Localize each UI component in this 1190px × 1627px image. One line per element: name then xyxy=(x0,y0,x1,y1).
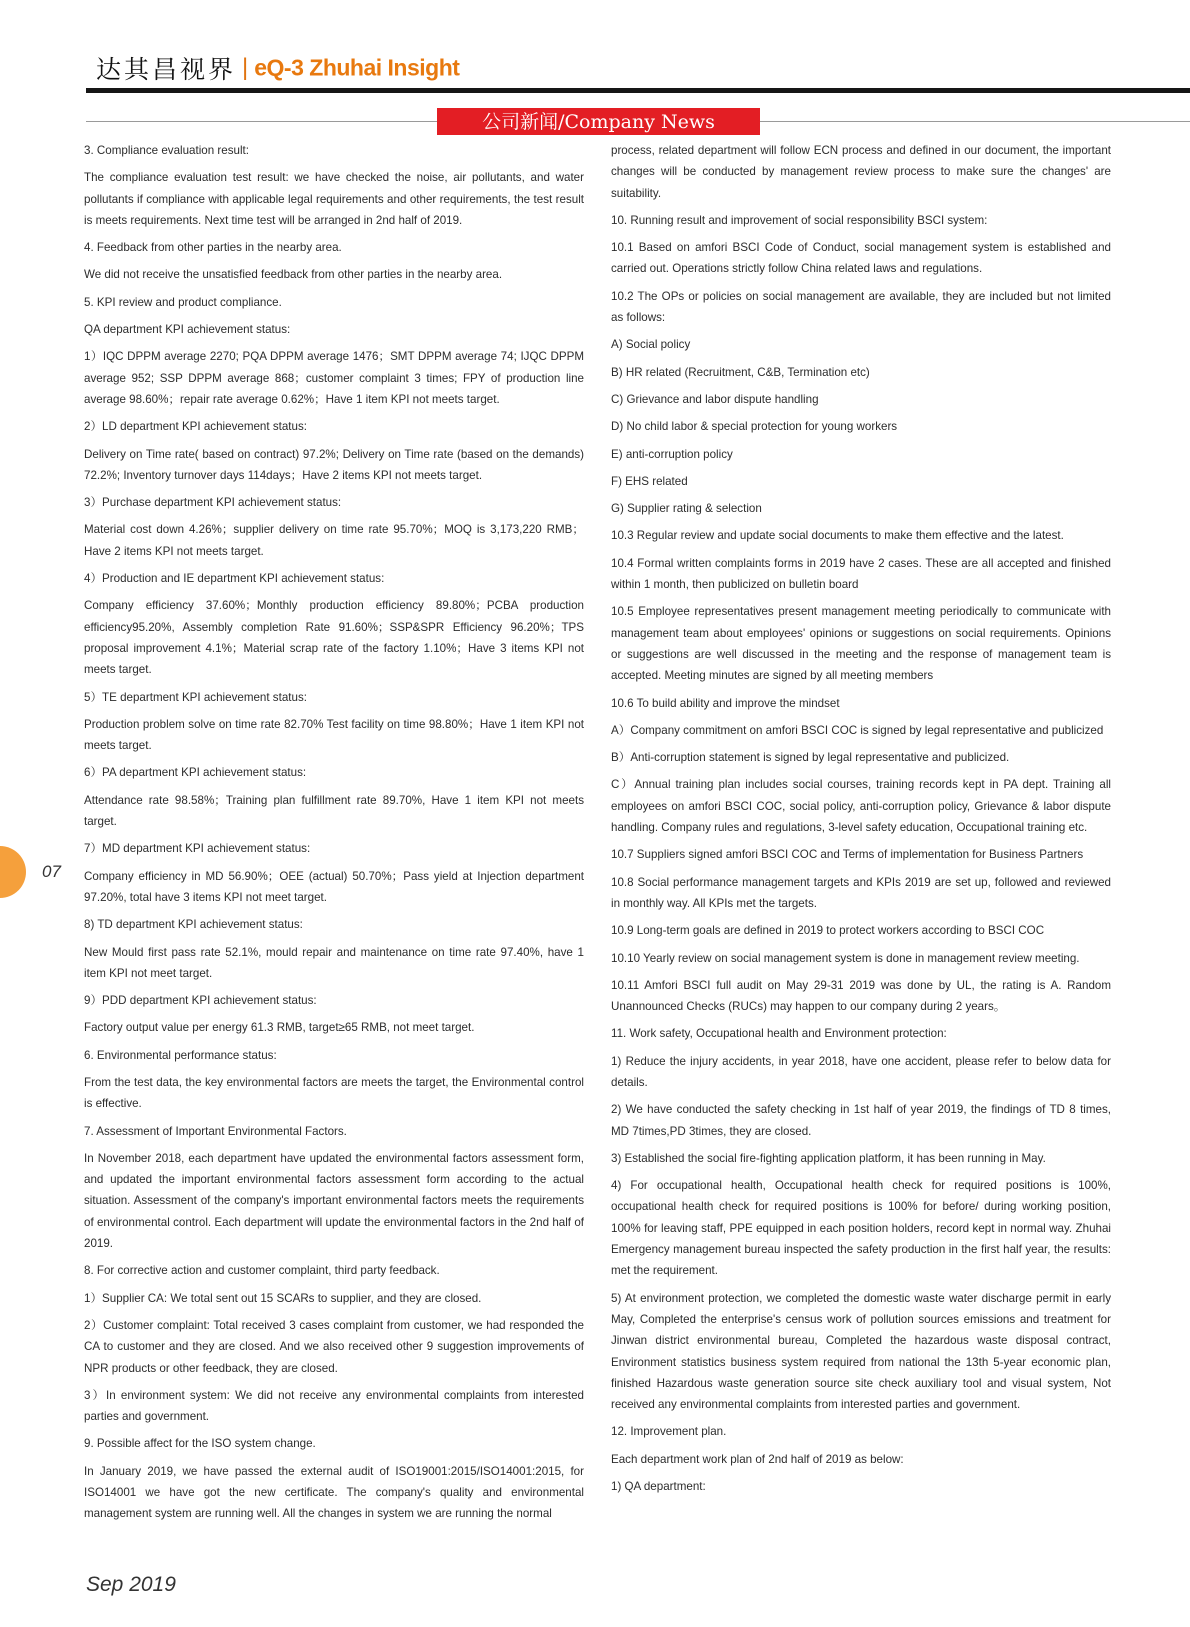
paragraph: Material cost down 4.26%；supplier delivery on time rate 95.70%；MOQ is 3,173,220 RMB；Have 2 items KPI not meets target. xyxy=(84,523,584,558)
paragraph: In January 2019, we have passed the external audit of ISO19001:2015/ISO14001:2015, for ISO14001 we have got the new certificate. The company's quality and environmental management system are running well. All the changes in system we are running the normal xyxy=(84,1464,584,1521)
paragraph: QA department KPI achievement status: xyxy=(84,323,291,337)
paragraph: D) No child labor & special protection for young workers xyxy=(611,420,898,434)
paragraph: C) Grievance and labor dispute handling xyxy=(611,392,819,406)
header-rule xyxy=(86,88,1190,93)
paragraph: 4) For occupational health, Occupational health check for required positions is 100%, occupational health check for required positions is 100% for before/ during working position, 100% for leaving staff, PPE equipped in each position holders, record kept in normal way. Zhuhai Emergency management bureau inspected the safety production in the first half year, the results: met the requirement. xyxy=(611,1179,1111,1278)
paragraph: 6. Environmental performance status: xyxy=(84,1048,277,1062)
paragraph: 1）Supplier CA: We total sent out 15 SCARs to supplier, and they are closed. xyxy=(84,1291,482,1305)
paragraph: 4. Feedback from other parties in the nearby area. xyxy=(84,241,342,255)
issue-date: Sep 2019 xyxy=(86,1573,176,1596)
paragraph: 5. KPI review and product compliance. xyxy=(84,295,282,309)
paragraph: 2）LD department KPI achievement status: xyxy=(84,420,307,434)
masthead-title-cn: 达其昌视界 xyxy=(96,55,237,84)
paragraph: 3. Compliance evaluation result: xyxy=(84,144,249,157)
paragraph: In November 2018, each department have updated the environmental factors assessment form, and updated the important environmental factors assessment form according to the actual situation. Assessment of the company's important environmental factors meets the requirements of environmental control. Each department will update the environmental factors in the 2nd half of 2019. xyxy=(84,1151,584,1251)
paragraph: 7）MD department KPI achievement status: xyxy=(84,842,311,856)
paragraph: 10.9 Long-term goals are defined in 2019 to protect workers according to BSCI COC xyxy=(611,924,1045,938)
paragraph: New Mould first pass rate 52.1%, mould repair and maintenance on time rate 97.40%, have 1 item KPI not meet target. xyxy=(84,945,584,980)
paragraph: 10.10 Yearly review on social management system is done in management review meeting. xyxy=(611,951,1080,965)
paragraph: 10.2 The OPs or policies on social management are available, they are included but not limited as follows: xyxy=(611,289,1111,325)
paragraph: 3）Purchase department KPI achievement status: xyxy=(84,496,342,510)
paragraph: 4）Production and IE department KPI achievement status: xyxy=(84,572,385,586)
paragraph: 10.4 Formal written complaints forms in 2019 have 2 cases. These are all accepted and finished within 1 month, then publicized on bulletin board xyxy=(611,556,1111,592)
section-tab: 公司新闻/Company News xyxy=(437,108,760,135)
masthead-title-en: eQ-3 Zhuhai Insight xyxy=(254,54,460,81)
paragraph: Attendance rate 98.58%；Training plan fulfillment rate 89.70%, Have 1 item KPI not meets target. xyxy=(84,793,584,829)
paragraph: 9）PDD department KPI achievement status: xyxy=(84,994,317,1008)
paragraph: 10.8 Social performance management targets and KPIs 2019 are set up, followed and reviewed in monthly way. All KPIs met the targets. xyxy=(611,875,1111,910)
paragraph: 6）PA department KPI achievement status: xyxy=(84,766,307,780)
paragraph: process, related department will follow ECN process and defined in our document, the important changes will be conducted by management review process to make sure the changes' are suitability. xyxy=(611,144,1111,200)
paragraph: 5) At environment protection, we completed the domestic waste water discharge permit in early May, Completed the enterprise's census work of pollution sources emissions and treatment for Jinwan district environmental bureau, Completed the hazardous waste disposal contract, Environment statistics business system required from national the 13th 5-year economic plan, finished Hazardous waste generation source site check auxiliary tool and visual system, Not received any environmental complaints from interested parties and government. xyxy=(611,1291,1111,1412)
paragraph: 1）IQC DPPM average 2270; PQA DPPM average 1476；SMT DPPM average 74; IJQC DPPM average 952; SSP DPPM average 868；customer complaint 3 times; FPY of production line average 98.60%；repair rate average 0.62%；Have 1 item KPI not meets target. xyxy=(84,350,584,406)
paragraph: 8) TD department KPI achievement status: xyxy=(84,918,303,932)
paragraph: Factory output value per energy 61.3 RMB, target≥65 RMB, not meet target. xyxy=(84,1021,475,1035)
paragraph: Production problem solve on time rate 82.70% Test facility on time 98.80%；Have 1 item KPI not meets target. xyxy=(84,717,584,753)
page-number: 07 xyxy=(42,862,61,881)
paragraph: 5）TE department KPI achievement status: xyxy=(84,690,307,704)
paragraph: 2) We have conducted the safety checking in 1st half of year 2019, the findings of TD 8 times, MD 7times,PD 3times, they are closed. xyxy=(611,1103,1111,1138)
paragraph: 3) Established the social fire-fighting application platform, it has been running in May. xyxy=(611,1151,1046,1165)
paragraph: From the test data, the key environmental factors are meets the target, the Environmental control is effective. xyxy=(84,1075,584,1111)
paragraph: Each department work plan of 2nd half of 2019 as below: xyxy=(611,1452,904,1466)
paragraph: 10.5 Employee representatives present management meeting periodically to communicate with management team about employees' opinions or suggestions on social requirements. Opinions or suggestions are well discussed in the meeting and the response of management team is accepted. Meeting minutes are signed by all meeting members xyxy=(611,605,1111,683)
paragraph: 2）Customer complaint: Total received 3 cases complaint from customer, we had responded the CA to customer and they are closed. And we also received other 9 suggestion improvements of NPR products or other feedback, they are closed. xyxy=(84,1318,584,1375)
paragraph: The compliance evaluation test result: we have checked the noise, air pollutants, and water pollutants if compliance with applicable legal requirements and other requirements, the test result is meets requirements. Next time test will be arranged in 2nd half of 2019. xyxy=(84,171,584,227)
paragraph: B) HR related (Recruitment, C&B, Termination etc) xyxy=(611,365,870,379)
paragraph: A）Company commitment on amfori BSCI COC is signed by legal representative and publicized xyxy=(611,723,1104,737)
left-column xyxy=(84,140,584,1531)
paragraph: 8. For corrective action and customer complaint, third party feedback. xyxy=(84,1264,440,1278)
page-tab xyxy=(0,846,26,898)
paragraph: 10.3 Regular review and update social documents to make them effective and the latest. xyxy=(611,529,1064,543)
paragraph: B）Anti-corruption statement is signed by legal representative and publicized. xyxy=(611,751,1010,765)
paragraph: 10.1 Based on amfori BSCI Code of Conduct, social management system is established and carried out. Operations strictly follow China related laws and regulations. xyxy=(611,241,1111,276)
paragraph: 9. Possible affect for the ISO system change. xyxy=(84,1437,316,1451)
paragraph: 1) QA department: xyxy=(611,1480,706,1494)
paragraph: 12. Improvement plan. xyxy=(611,1425,727,1439)
masthead xyxy=(96,50,459,90)
paragraph: 10.7 Suppliers signed amfori BSCI COC and Terms of implementation for Business Partners xyxy=(611,848,1084,862)
paragraph: 10.11 Amfori BSCI full audit on May 29-31 2019 was done by UL, the rating is A. Random Unannounced Checks (RUCs) may happen to our company during 2 years。 xyxy=(611,978,1111,1014)
paragraph: 10.6 To build ability and improve the mindset xyxy=(611,696,840,710)
paragraph: E) anti-corruption policy xyxy=(611,447,733,461)
paragraph: Company efficiency 37.60%；Monthly production efficiency 89.80%；PCBA production efficiency95.20%, Assembly completion Rate 91.60%；SSP&SPR Efficiency 96.20%；TPS proposal improvement 4.1%；Material scrap rate of the factory 1.10%；Have 3 items KPI not meets target. xyxy=(84,599,584,677)
paragraph: A) Social policy xyxy=(611,338,691,352)
paragraph: F) EHS related xyxy=(611,474,688,488)
paragraph: G) Supplier rating & selection xyxy=(611,502,762,516)
paragraph: 1) Reduce the injury accidents, in year 2018, have one accident, please refer to below data for details. xyxy=(611,1054,1111,1089)
paragraph: 3）In environment system: We did not receive any environmental complaints from interested parties and government. xyxy=(84,1388,584,1424)
paragraph: Delivery on Time rate( based on contract) 97.2%; Delivery on Time rate (based on the demands) 72.2%; Inventory turnover days 114days；Have 2 items KPI not meets target. xyxy=(84,447,584,482)
paragraph: C）Annual training plan includes social courses, training records kept in PA dept. Training all employees on amfori BSCI COC, social policy, anti-corruption policy, Grievance & labor dispute handling. Company rules and regulations, 3-level safety education, Occupational training etc. xyxy=(611,778,1111,835)
paragraph: 7. Assessment of Important Environmental Factors. xyxy=(84,1124,347,1138)
paragraph: Company efficiency in MD 56.90%；OEE (actual) 50.70%；Pass yield at Injection department 97.20%, total have 3 items KPI not meet target. xyxy=(84,869,584,904)
paragraph: We did not receive the unsatisfied feedback from other parties in the nearby area. xyxy=(84,268,503,282)
right-column xyxy=(611,140,1111,1503)
paragraph: 10. Running result and improvement of social responsibility BSCI system: xyxy=(611,213,988,227)
paragraph: 11. Work safety, Occupational health and Environment protection: xyxy=(611,1027,947,1041)
masthead-separator: | xyxy=(242,54,249,81)
